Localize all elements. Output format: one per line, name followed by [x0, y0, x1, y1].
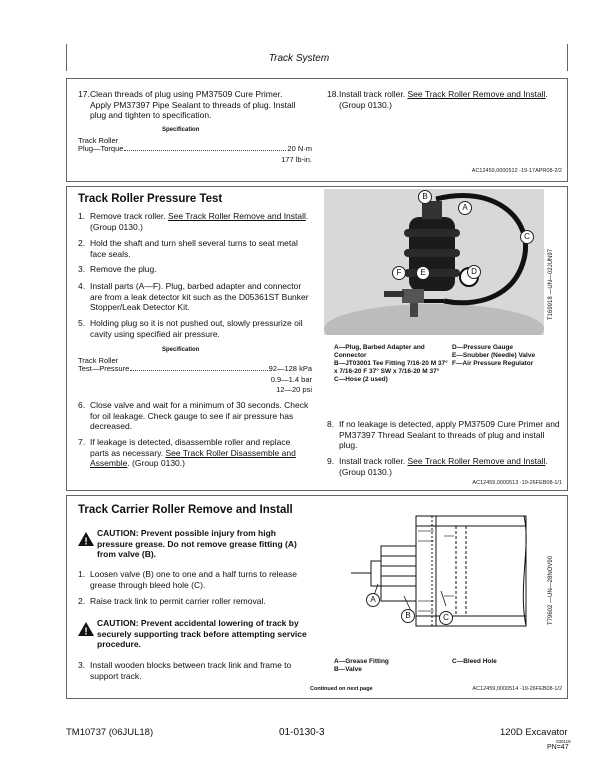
photo-id: T169918 —UN—02JUN97 — [548, 248, 554, 320]
step-4: 4. Install parts (A—F). Plug, barbed adapter and connector are from a leak detector kit such as the D05361ST Bunker Stopper/Leak Detector Kit. — [78, 281, 309, 312]
step-5: 5. Holding plug so it is not pushed out, slowly pressurize oil cavity using specified air pressure. — [78, 318, 303, 339]
spec-row-pressure: Test—Pressure 92—128 kPa — [78, 364, 312, 373]
step-8: 8. If no leakage is detected, apply PM37509 Cure Primer and PM37397 Thread Sealant to threads of plug and install plug. — [327, 419, 560, 450]
section-title: Track Carrier Roller Remove and Install — [78, 504, 293, 516]
svg-text:!: ! — [84, 536, 88, 547]
callout-b: B — [418, 190, 432, 204]
footer-date-small: 030118 — [556, 739, 571, 744]
diagram-id: T79602 —UN—28NOV90 — [548, 555, 554, 625]
step-9: 9. Install track roller. See Track Roller Remove and Install. (Group 0130.) — [327, 456, 548, 477]
legend-left: A—Grease Fitting B—Valve — [334, 658, 389, 673]
spec-row-torque: Plug—Torque 20 N·m — [78, 144, 312, 153]
step-1: 1. Remove track roller. See Track Roller Remove and Install. (Group 0130.) — [78, 211, 309, 232]
callout-e: E — [416, 266, 430, 280]
spec-heading: Specification — [162, 347, 200, 353]
spec-item: Track Roller — [78, 356, 119, 365]
step-6: 6. Close valve and wait for a minimum of 30 seconds. Check for oil leakage. Check gauge to see if air pressure has decreased. — [78, 400, 309, 431]
link-remove-install[interactable]: See Track Roller Remove and Install — [167, 211, 306, 221]
caution-icon — [77, 621, 95, 637]
ref-code: AC12459,0000514 -19-26FEB08-1/2 — [472, 686, 562, 692]
spec-val-psi: 12—20 psi — [276, 385, 312, 394]
link-remove-install[interactable]: See Track Roller Remove and Install — [407, 456, 546, 466]
footer-model: 120D Excavator — [500, 727, 568, 738]
spec-val-bar: 0.9—1.4 bar — [270, 375, 312, 384]
footer-page-code: 01-0130-3 — [279, 727, 325, 738]
spec-val-lbin: 177 lb-in. — [281, 155, 312, 164]
step-18: 18. Install track roller. See Track Roller Remove and Install. (Group 0130.) — [327, 89, 548, 110]
callout-b: B — [401, 609, 415, 623]
callout-d: D — [467, 265, 481, 279]
caution-icon — [77, 531, 95, 547]
callout-a: A — [458, 201, 472, 215]
continued-note: Continued on next page — [310, 686, 373, 692]
callout-c: C — [520, 230, 534, 244]
spec-heading: Specification — [162, 127, 200, 133]
legend-right: D—Pressure Gauge E—Snubber (Needle) Valve F—Air Pressure Regulator — [452, 344, 536, 367]
step-3: 3. Remove the plug. — [78, 264, 157, 274]
callout-c: C — [439, 611, 453, 625]
step-7: 7. If leakage is detected, disassemble roller and replace parts as necessary. See Track Roller Disassemble and Assemble. (Group 0130.) — [78, 437, 296, 468]
step-2: 2. Hold the shaft and turn shell several turns to seat metal face seals. — [78, 238, 298, 259]
callout-a: A — [366, 593, 380, 607]
link-disassemble-assemble[interactable]: See Track Roller Disassemble and Assemble — [90, 447, 296, 468]
pressure-test-photo — [324, 189, 544, 335]
legend-right: C—Bleed Hole — [452, 658, 497, 665]
step-1: 1. Loosen valve (B) one to one and a half turns to release grease through bleed hole (C). — [78, 569, 297, 590]
section-title: Track Roller Pressure Test — [78, 193, 223, 205]
footer-tm: TM10737 (06JUL18) — [66, 727, 154, 738]
ref-code: AC12459,0000512 -19-17APR08-2/2 — [471, 168, 562, 174]
legend-left: A—Plug, Barbed Adapter and Connector B—JT03001 Tee Fitting 7/16-20 M 37° x 7/16-20 F 37° SW x 7/16-20 M 37° C—Hose (2 used) — [334, 344, 448, 383]
step-17: 17. Clean threads of plug using PM37509 Cure Primer. Apply PM37397 Pipe Sealant to threads of plug. Install plug and tighten to specification. — [78, 89, 296, 120]
step-2: 2. Raise track link to permit carrier roller removal. — [78, 596, 266, 606]
callout-f: F — [392, 266, 406, 280]
caution-text-2: CAUTION: Prevent accidental lowering of track by securely supporting track before attempting service procedure. — [97, 618, 307, 649]
footer-page-number: PN=47 — [547, 744, 569, 751]
ref-code: AC12459,0000513 -19-26FEB08-1/1 — [472, 480, 562, 486]
link-remove-install[interactable]: See Track Roller Remove and Install — [407, 89, 546, 99]
svg-text:!: ! — [84, 626, 88, 637]
test-apparatus-illustration — [324, 189, 544, 335]
spec-item: Track Roller — [78, 136, 119, 145]
caution-text-1: CAUTION: Prevent possible injury from high pressure grease. Do not remove grease fitting (A) from valve (B). — [97, 528, 297, 559]
section-header: Track System — [268, 53, 330, 64]
step-3: 3. Install wooden blocks between track link and frame to support track. — [78, 660, 292, 681]
